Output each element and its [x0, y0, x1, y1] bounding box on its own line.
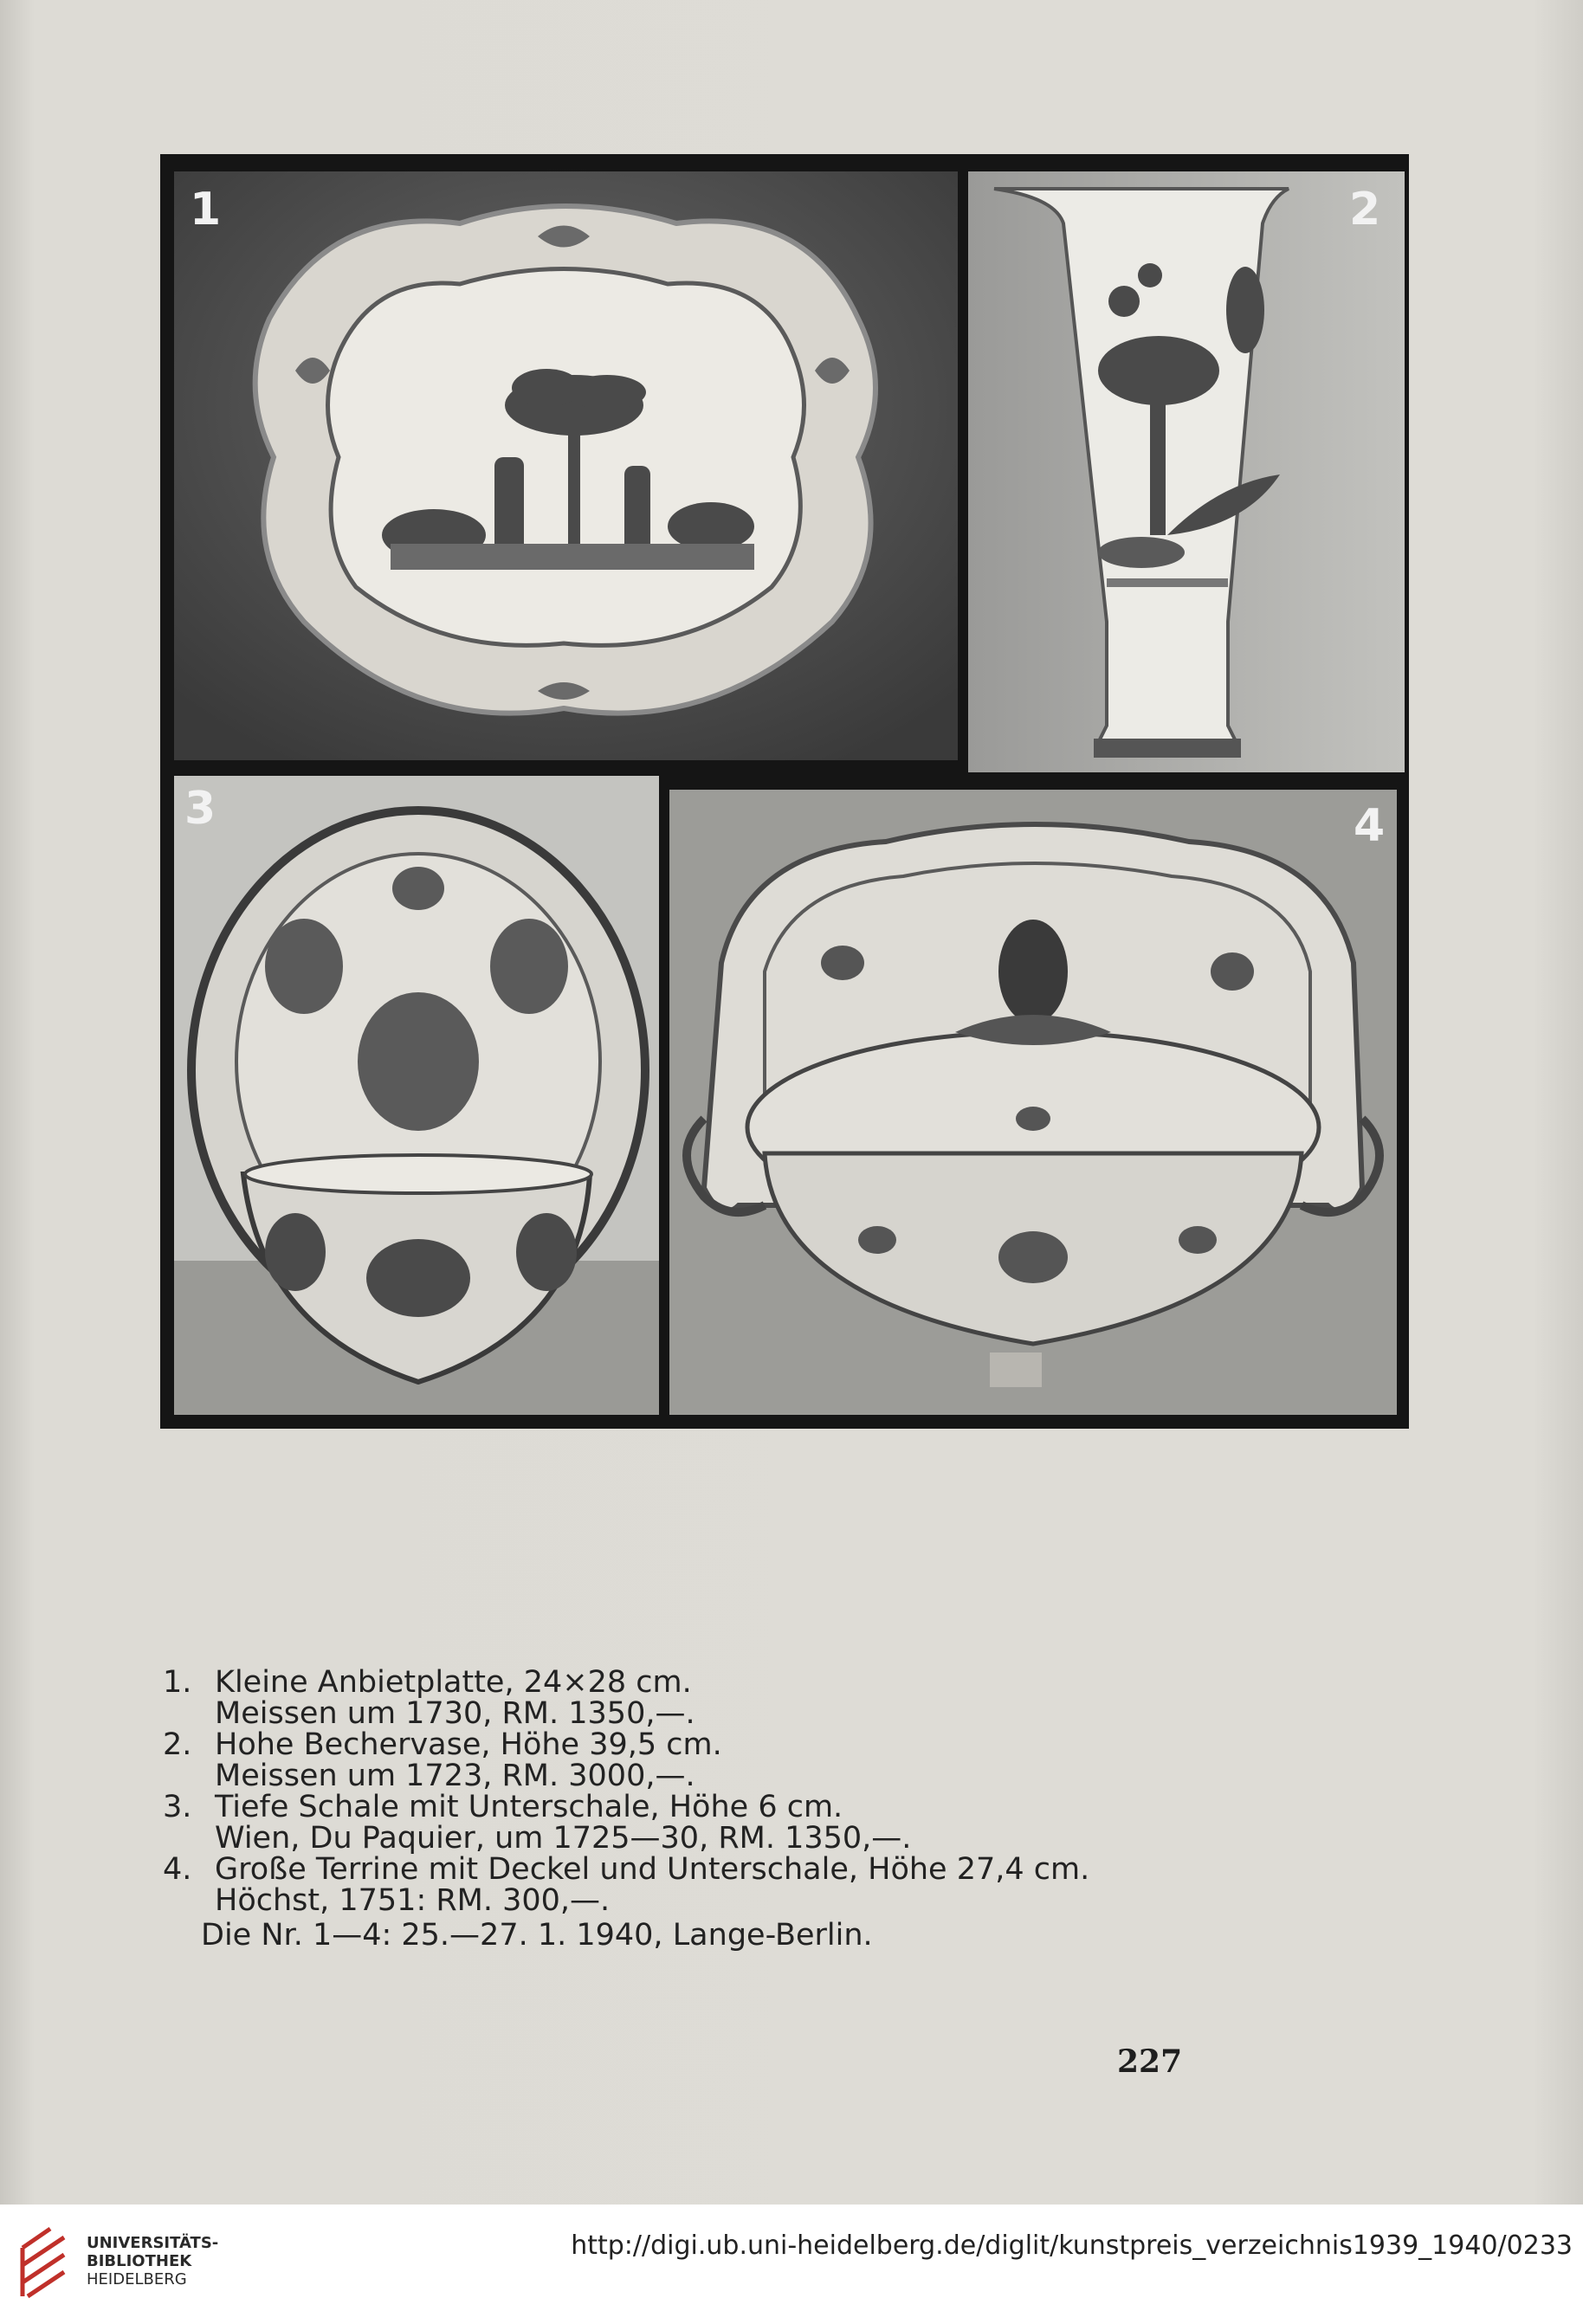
library-name-line: UNIVERSITÄTS-	[87, 2234, 219, 2252]
caption-4-detail	[156, 1885, 1195, 1916]
photo-number: 2	[1349, 184, 1381, 236]
caption-title: Tiefe Schale mit Unterschale, Höhe 6 cm.	[215, 1790, 843, 1824]
photo-number: 1	[190, 184, 222, 236]
footer-bar	[0, 2205, 1583, 2324]
caption-detail: Meissen um 1730, RM. 1350,—.	[215, 1696, 695, 1731]
caption-1-detail	[156, 1698, 1195, 1729]
caption-title: Große Terrine mit Deckel und Unterschale, Höhe 27,4 cm.	[215, 1852, 1090, 1887]
bowl-image	[174, 776, 659, 1415]
caption-1	[156, 1667, 1195, 1698]
photo-bowl	[174, 776, 659, 1415]
photo-tureen	[669, 790, 1397, 1415]
caption-number: 4.	[163, 1852, 192, 1887]
photo-vase	[968, 171, 1405, 772]
page-number: 227	[1117, 2043, 1183, 2080]
auction-note-text: Die Nr. 1—4: 25.—27. 1. 1940, Lange-Berlin.	[201, 1918, 873, 1953]
tureen-image	[669, 790, 1397, 1415]
photo-number: 3	[184, 783, 216, 835]
source-url-link[interactable]: http://digi.ub.uni-heidelberg.de/diglit/kunstpreis_verzeichnis1939_1940/0233	[571, 2230, 1573, 2261]
caption-number: 2.	[163, 1727, 192, 1762]
caption-2-detail	[156, 1760, 1195, 1791]
caption-detail: Meissen um 1723, RM. 3000,—.	[215, 1759, 695, 1793]
auction-note	[156, 1920, 1195, 1951]
library-name-line: BIBLIOTHEK	[87, 2252, 192, 2270]
caption-number: 3.	[163, 1790, 192, 1824]
photo-plate	[160, 154, 1409, 1429]
caption-detail: Höchst, 1751: RM. 300,—.	[215, 1883, 611, 1918]
caption-3-detail	[156, 1823, 1195, 1854]
photo-platter	[174, 171, 958, 760]
caption-2	[156, 1729, 1195, 1760]
captions	[156, 1667, 1195, 1951]
caption-detail: Wien, Du Paquier, um 1725—30, RM. 1350,—.	[215, 1821, 912, 1856]
photo-number: 4	[1354, 800, 1386, 852]
platter-image	[174, 171, 958, 760]
caption-4	[156, 1854, 1195, 1885]
caption-3	[156, 1791, 1195, 1823]
caption-number: 1.	[163, 1665, 192, 1700]
vase-image	[968, 171, 1405, 772]
university-library-logo-icon	[16, 2222, 71, 2300]
caption-title: Kleine Anbietplatte, 24×28 cm.	[215, 1665, 692, 1700]
library-name	[87, 2234, 218, 2288]
caption-title: Hohe Bechervase, Höhe 39,5 cm.	[215, 1727, 722, 1762]
library-name-line: HEIDELBERG	[87, 2270, 187, 2288]
